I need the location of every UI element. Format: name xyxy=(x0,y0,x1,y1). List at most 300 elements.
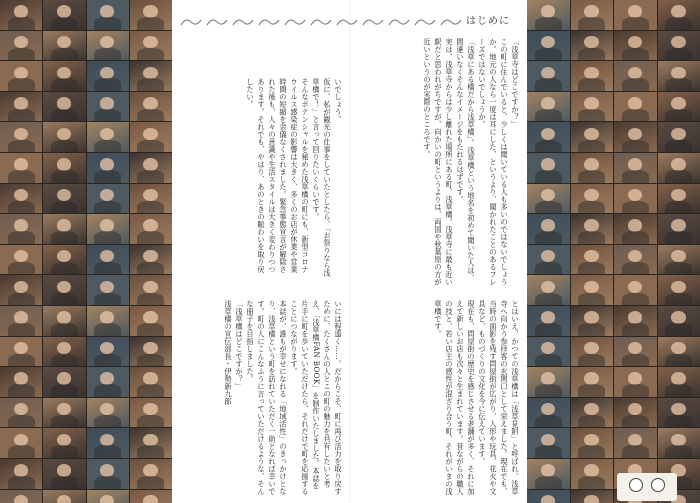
person-face-icon xyxy=(14,372,28,384)
person-body-icon xyxy=(578,17,605,29)
portrait-photo-tile xyxy=(571,0,614,30)
person-body-icon xyxy=(51,170,78,182)
person-face-icon xyxy=(100,372,114,384)
person-face-icon xyxy=(671,219,685,231)
person-face-icon xyxy=(57,434,71,446)
person-face-icon xyxy=(14,495,28,503)
portrait-photo-tile xyxy=(43,184,85,214)
person-body-icon xyxy=(622,109,649,121)
left-upper-paragraph: そんなポテンシャルを秘めた浅草橋の町にも、新型コロナウイルス感染症の影響は大きく、多くのお店が休業や営業時間の短縮を余儀なくされました。緊急事態宣言が解除された後も、人々の意識や生活スタイルは大きく変わりつつあります。それでも、やはり、あのときの賑わいを取り戻したい。 xyxy=(246,78,310,273)
portrait-photo-tile xyxy=(527,245,570,275)
portrait-photo-tile xyxy=(43,214,85,244)
person-body-icon xyxy=(137,109,164,121)
portrait-photo-tile xyxy=(571,153,614,183)
left-lower-paragraph: 「浅草橋はどこですか？」 xyxy=(235,300,244,390)
person-face-icon xyxy=(628,5,642,17)
person-body-icon xyxy=(622,17,649,29)
person-body-icon xyxy=(535,384,562,396)
person-body-icon xyxy=(137,140,164,152)
portrait-photo-tile xyxy=(571,275,614,305)
person-body-icon xyxy=(535,445,562,457)
portrait-photo-tile xyxy=(527,122,570,152)
person-face-icon xyxy=(14,342,28,354)
portrait-photo-tile xyxy=(571,31,614,61)
portrait-photo-tile xyxy=(87,490,129,503)
portrait-photo-tile xyxy=(527,428,570,458)
person-face-icon xyxy=(57,189,71,201)
person-face-icon xyxy=(100,464,114,476)
portrait-photo-tile xyxy=(43,275,85,305)
person-body-icon xyxy=(137,78,164,90)
person-face-icon xyxy=(57,97,71,109)
person-body-icon xyxy=(665,231,692,243)
person-face-icon xyxy=(541,372,555,384)
portrait-photo-tile xyxy=(87,367,129,397)
person-face-icon xyxy=(541,434,555,446)
portrait-photo-tile xyxy=(658,214,700,244)
person-face-icon xyxy=(57,250,71,262)
person-face-icon xyxy=(100,158,114,170)
person-face-icon xyxy=(671,434,685,446)
person-body-icon xyxy=(535,78,562,90)
person-body-icon xyxy=(8,384,35,396)
portrait-photo-tile xyxy=(527,306,570,336)
portrait-photo-tile xyxy=(87,184,129,214)
person-face-icon xyxy=(143,342,157,354)
person-face-icon xyxy=(14,158,28,170)
portrait-photo-tile xyxy=(130,92,172,122)
person-body-icon xyxy=(94,323,121,335)
person-body-icon xyxy=(578,445,605,457)
portrait-photo-tile xyxy=(87,153,129,183)
portrait-photo-tile xyxy=(614,0,657,30)
person-body-icon xyxy=(94,415,121,427)
portrait-photo-tile xyxy=(0,428,42,458)
wave-ornament-icon xyxy=(284,16,306,28)
portrait-photo-tile xyxy=(43,459,85,489)
portrait-photo-tile xyxy=(571,398,614,428)
person-face-icon xyxy=(14,219,28,231)
portrait-photo-tile xyxy=(130,184,172,214)
person-face-icon xyxy=(628,372,642,384)
person-face-icon xyxy=(628,219,642,231)
right-text-page xyxy=(350,0,527,503)
portrait-photo-tile xyxy=(658,61,700,91)
person-body-icon xyxy=(8,415,35,427)
person-face-icon xyxy=(57,158,71,170)
portrait-photo-tile xyxy=(571,245,614,275)
portrait-photo-tile xyxy=(614,122,657,152)
person-face-icon xyxy=(628,67,642,79)
portrait-photo-tile xyxy=(130,428,172,458)
person-body-icon xyxy=(94,384,121,396)
portrait-photo-tile xyxy=(0,490,42,503)
portrait-photo-tile xyxy=(43,367,85,397)
person-body-icon xyxy=(665,109,692,121)
person-body-icon xyxy=(137,415,164,427)
person-face-icon xyxy=(584,5,598,17)
person-face-icon xyxy=(14,281,28,293)
portrait-photo-tile xyxy=(0,275,42,305)
person-body-icon xyxy=(535,293,562,305)
portrait-photo-tile xyxy=(658,245,700,275)
person-face-icon xyxy=(628,128,642,140)
person-face-icon xyxy=(671,5,685,17)
right-lower-paragraph: とはいえ、かつての浅草橋は「浅草見附」と呼ばれ、浅草寺へ向かう参拝客の玄関口として栄えました。現在でも、当時の面影を残す問屋街が広がり、人形や玩具、花火や文具など、ものづくりの文化を今に伝えています。 xyxy=(478,300,520,495)
person-face-icon xyxy=(100,403,114,415)
portrait-photo-tile xyxy=(0,61,42,91)
person-face-icon xyxy=(671,342,685,354)
person-face-icon xyxy=(14,311,28,323)
person-body-icon xyxy=(94,354,121,366)
portrait-photo-tile xyxy=(527,275,570,305)
portrait-photo-tile xyxy=(658,0,700,30)
person-body-icon xyxy=(535,109,562,121)
portrait-photo-tile xyxy=(87,275,129,305)
portrait-photo-tile xyxy=(0,31,42,61)
person-body-icon xyxy=(94,140,121,152)
portrait-photo-tile xyxy=(130,306,172,336)
person-face-icon xyxy=(57,219,71,231)
person-body-icon xyxy=(94,293,121,305)
person-body-icon xyxy=(622,445,649,457)
photo-mosaic-right xyxy=(527,0,700,503)
person-body-icon xyxy=(94,201,121,213)
person-face-icon xyxy=(628,281,642,293)
person-body-icon xyxy=(51,17,78,29)
person-body-icon xyxy=(578,384,605,396)
person-face-icon xyxy=(14,128,28,140)
person-body-icon xyxy=(622,323,649,335)
person-face-icon xyxy=(541,250,555,262)
person-face-icon xyxy=(14,189,28,201)
person-face-icon xyxy=(628,403,642,415)
person-face-icon xyxy=(100,495,114,503)
person-body-icon xyxy=(578,48,605,60)
person-face-icon xyxy=(541,158,555,170)
person-face-icon xyxy=(14,97,28,109)
person-body-icon xyxy=(622,354,649,366)
portrait-photo-tile xyxy=(658,122,700,152)
portrait-photo-tile xyxy=(571,306,614,336)
person-face-icon xyxy=(143,464,157,476)
person-face-icon xyxy=(541,189,555,201)
person-face-icon xyxy=(143,128,157,140)
portrait-photo-tile xyxy=(87,214,129,244)
person-face-icon xyxy=(541,219,555,231)
person-body-icon xyxy=(535,323,562,335)
person-face-icon xyxy=(100,36,114,48)
person-body-icon xyxy=(137,384,164,396)
person-face-icon xyxy=(671,311,685,323)
portrait-photo-tile xyxy=(571,367,614,397)
portrait-photo-tile xyxy=(130,0,172,30)
person-face-icon xyxy=(143,5,157,17)
person-face-icon xyxy=(100,128,114,140)
person-body-icon xyxy=(665,48,692,60)
portrait-photo-tile xyxy=(87,61,129,91)
person-body-icon xyxy=(8,170,35,182)
person-face-icon xyxy=(100,311,114,323)
wave-ornament-icon xyxy=(258,16,280,28)
left-lower-paragraph: いには程遠く……。だからこそ、町に再び活力を取り戻すために、たくさんの人とこの町の魅力を共有したいと考え、「浅草橋FAN BOOK」を制作いたしました。本誌を片手に町を歩いていただけたら、それだけで町を応援することにつながります。 xyxy=(290,300,343,495)
portrait-photo-tile xyxy=(130,275,172,305)
portrait-photo-tile xyxy=(87,398,129,428)
person-body-icon xyxy=(51,445,78,457)
portrait-photo-tile xyxy=(0,0,42,30)
portrait-photo-tile xyxy=(130,122,172,152)
person-face-icon xyxy=(143,219,157,231)
person-body-icon xyxy=(535,476,562,488)
person-body-icon xyxy=(51,262,78,274)
left-lower-column xyxy=(172,300,344,496)
left-upper-column xyxy=(172,78,344,278)
left-upper-paragraph: いでしょう。 xyxy=(334,78,343,123)
right-lower-paragraph: 現在も、問屋街の歴史を感じさせる老舗が多く、それに加えて新しいお店も次々と生まれています。昔ながらの職人の技と、若い店主の感性が混ざり合う町、それがいまの浅草橋です。 xyxy=(434,300,476,495)
portrait-photo-tile xyxy=(43,92,85,122)
person-body-icon xyxy=(137,476,164,488)
person-body-icon xyxy=(665,415,692,427)
person-body-icon xyxy=(51,415,78,427)
portrait-photo-tile xyxy=(527,459,570,489)
person-body-icon xyxy=(665,384,692,396)
portrait-photo-tile xyxy=(614,275,657,305)
person-face-icon xyxy=(14,464,28,476)
person-body-icon xyxy=(137,445,164,457)
person-body-icon xyxy=(622,293,649,305)
person-face-icon xyxy=(628,250,642,262)
portrait-photo-tile xyxy=(43,0,85,30)
portrait-photo-tile xyxy=(571,184,614,214)
portrait-photo-tile xyxy=(658,337,700,367)
person-body-icon xyxy=(137,231,164,243)
page-gutter xyxy=(349,0,351,503)
person-face-icon xyxy=(584,128,598,140)
portrait-photo-tile xyxy=(0,459,42,489)
person-body-icon xyxy=(665,354,692,366)
portrait-photo-tile xyxy=(130,398,172,428)
person-face-icon xyxy=(584,342,598,354)
person-body-icon xyxy=(665,262,692,274)
photo-mosaic-left xyxy=(0,0,172,503)
person-face-icon xyxy=(584,97,598,109)
person-body-icon xyxy=(578,262,605,274)
person-body-icon xyxy=(137,354,164,366)
portrait-photo-tile xyxy=(658,153,700,183)
person-body-icon xyxy=(137,17,164,29)
wave-ornament-row xyxy=(180,16,480,30)
portrait-photo-tile xyxy=(87,306,129,336)
person-body-icon xyxy=(622,384,649,396)
person-body-icon xyxy=(94,78,121,90)
person-body-icon xyxy=(578,201,605,213)
portrait-photo-tile xyxy=(0,214,42,244)
portrait-photo-tile xyxy=(130,214,172,244)
person-face-icon xyxy=(584,189,598,201)
person-body-icon xyxy=(8,17,35,29)
person-face-icon xyxy=(100,281,114,293)
person-face-icon xyxy=(143,189,157,201)
portrait-photo-tile xyxy=(43,61,85,91)
person-face-icon xyxy=(143,495,157,503)
wave-ornament-icon xyxy=(414,16,436,28)
person-face-icon xyxy=(143,97,157,109)
person-body-icon xyxy=(51,140,78,152)
person-face-icon xyxy=(541,67,555,79)
portrait-photo-tile xyxy=(658,367,700,397)
person-body-icon xyxy=(137,323,164,335)
person-face-icon xyxy=(671,67,685,79)
portrait-photo-tile xyxy=(614,398,657,428)
portrait-photo-tile xyxy=(614,245,657,275)
person-face-icon xyxy=(57,495,71,503)
portrait-photo-tile xyxy=(658,275,700,305)
person-body-icon xyxy=(622,78,649,90)
portrait-photo-tile xyxy=(0,367,42,397)
person-body-icon xyxy=(94,109,121,121)
portrait-photo-tile xyxy=(0,337,42,367)
person-face-icon xyxy=(100,67,114,79)
person-body-icon xyxy=(535,415,562,427)
portrait-photo-tile xyxy=(87,122,129,152)
person-face-icon xyxy=(628,434,642,446)
right-upper-paragraph: 「浅草寺はどこですか？」 xyxy=(511,38,520,128)
person-body-icon xyxy=(94,231,121,243)
person-face-icon xyxy=(143,67,157,79)
person-face-icon xyxy=(57,281,71,293)
person-face-icon xyxy=(628,158,642,170)
portrait-photo-tile xyxy=(571,61,614,91)
face-icon xyxy=(651,478,665,492)
person-body-icon xyxy=(535,201,562,213)
person-face-icon xyxy=(100,250,114,262)
person-face-icon xyxy=(100,219,114,231)
portrait-photo-tile xyxy=(571,337,614,367)
person-face-icon xyxy=(143,372,157,384)
portrait-photo-tile xyxy=(0,153,42,183)
portrait-photo-tile xyxy=(571,490,614,503)
person-body-icon xyxy=(578,78,605,90)
person-face-icon xyxy=(14,434,28,446)
portrait-photo-tile xyxy=(527,92,570,122)
person-face-icon xyxy=(671,97,685,109)
person-face-icon xyxy=(143,434,157,446)
person-body-icon xyxy=(94,48,121,60)
page-title: はじめに xyxy=(466,16,510,27)
portrait-photo-tile xyxy=(571,459,614,489)
person-face-icon xyxy=(628,36,642,48)
portrait-photo-tile xyxy=(571,92,614,122)
person-body-icon xyxy=(535,231,562,243)
right-upper-paragraph: この町に住んでいると、少しくは聞いている人も多いのではないでしょうか。地元の人なら一度は耳にした、というより、聞かれたことのあるフレーズではないでしょうか。 xyxy=(478,38,509,286)
portrait-photo-tile xyxy=(571,122,614,152)
portrait-photo-tile xyxy=(0,92,42,122)
person-face-icon xyxy=(541,36,555,48)
person-face-icon xyxy=(100,342,114,354)
portrait-photo-tile xyxy=(614,61,657,91)
left-lower-paragraph: 本誌が、誰もが幸せになれる「地域活性」のきっかけとなり、浅草橋という町を訪れていただく一助となれば幸いです。町の人にこんなふうに言っていただけるような、そんな冊子を目指しました。 xyxy=(246,300,288,495)
person-body-icon xyxy=(94,262,121,274)
person-face-icon xyxy=(671,281,685,293)
portrait-photo-tile xyxy=(87,92,129,122)
portrait-photo-tile xyxy=(43,122,85,152)
person-body-icon xyxy=(137,262,164,274)
person-face-icon xyxy=(14,36,28,48)
portrait-photo-tile xyxy=(658,398,700,428)
person-body-icon xyxy=(51,109,78,121)
person-body-icon xyxy=(665,78,692,90)
portrait-photo-tile xyxy=(87,337,129,367)
person-body-icon xyxy=(51,323,78,335)
person-body-icon xyxy=(622,262,649,274)
person-face-icon xyxy=(541,403,555,415)
person-body-icon xyxy=(137,201,164,213)
person-body-icon xyxy=(51,293,78,305)
portrait-photo-tile xyxy=(614,337,657,367)
person-body-icon xyxy=(578,293,605,305)
portrait-photo-tile xyxy=(527,490,570,503)
person-face-icon xyxy=(584,372,598,384)
right-upper-paragraph: 「浅草にある橋だから浅草橋」。浅草橋という地名を初めて聞いた人は、間違いなくそんなイメージをもたれるはずです。 xyxy=(456,38,476,282)
person-face-icon xyxy=(541,495,555,503)
person-face-icon xyxy=(584,219,598,231)
person-body-icon xyxy=(535,262,562,274)
portrait-photo-tile xyxy=(571,214,614,244)
person-body-icon xyxy=(578,231,605,243)
person-face-icon xyxy=(143,250,157,262)
person-body-icon xyxy=(578,476,605,488)
right-upper-column xyxy=(351,38,521,288)
person-body-icon xyxy=(665,445,692,457)
portrait-photo-tile xyxy=(87,31,129,61)
portrait-photo-tile xyxy=(130,245,172,275)
person-face-icon xyxy=(541,311,555,323)
portrait-photo-tile xyxy=(658,184,700,214)
portrait-photo-tile xyxy=(43,245,85,275)
right-lower-column xyxy=(351,300,521,496)
person-body-icon xyxy=(578,323,605,335)
person-face-icon xyxy=(143,311,157,323)
person-face-icon xyxy=(100,434,114,446)
person-body-icon xyxy=(622,48,649,60)
person-body-icon xyxy=(535,140,562,152)
person-face-icon xyxy=(57,403,71,415)
portrait-photo-tile xyxy=(527,184,570,214)
portrait-photo-tile xyxy=(527,153,570,183)
person-body-icon xyxy=(51,354,78,366)
person-face-icon xyxy=(57,372,71,384)
portrait-photo-tile xyxy=(87,0,129,30)
person-body-icon xyxy=(51,48,78,60)
person-face-icon xyxy=(584,67,598,79)
person-face-icon xyxy=(628,189,642,201)
person-body-icon xyxy=(8,109,35,121)
person-body-icon xyxy=(622,201,649,213)
person-face-icon xyxy=(143,36,157,48)
portrait-photo-tile xyxy=(43,428,85,458)
portrait-photo-tile xyxy=(43,490,85,503)
person-body-icon xyxy=(137,48,164,60)
person-body-icon xyxy=(94,476,121,488)
person-body-icon xyxy=(8,293,35,305)
portrait-photo-tile xyxy=(527,337,570,367)
portrait-photo-tile xyxy=(43,31,85,61)
person-face-icon xyxy=(584,403,598,415)
portrait-photo-tile xyxy=(130,490,172,503)
portrait-photo-tile xyxy=(658,306,700,336)
portrait-photo-tile xyxy=(658,92,700,122)
person-body-icon xyxy=(578,140,605,152)
